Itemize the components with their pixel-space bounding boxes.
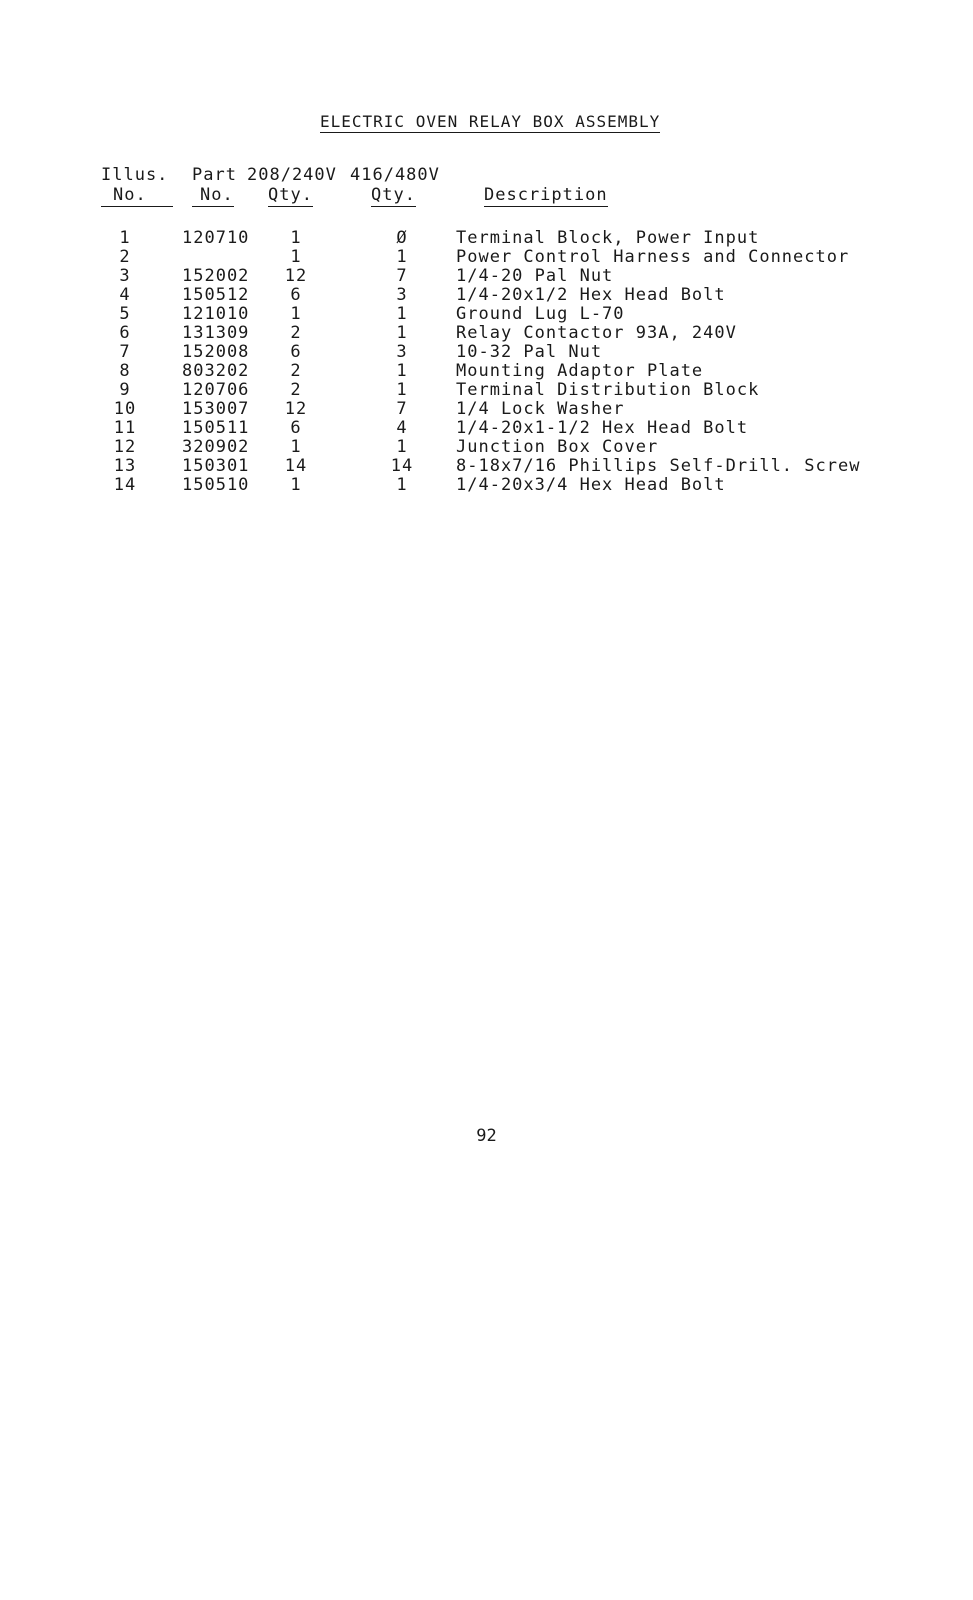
- table-row: 14 150510 1 1 1/4-20x3/4 Hex Head Bolt: [113, 475, 726, 495]
- table-row: 4 150512 6 3 1/4-20x1/2 Hex Head Bolt: [119, 285, 726, 305]
- qty-416-header-top: 416/480V: [350, 165, 440, 185]
- qty-208-header-bottom: Qty.: [268, 185, 313, 205]
- table-row: 2 1 1 Power Control Harness and Connector: [119, 247, 850, 267]
- page-title: ELECTRIC OVEN RELAY BOX ASSEMBLY: [320, 112, 661, 131]
- page-number: 92: [476, 1126, 497, 1146]
- table-row: 12 320902 1 1 Junction Box Cover: [113, 437, 659, 457]
- table-row: 6 131309 2 1 Relay Contactor 93A, 240V: [119, 323, 737, 343]
- table-row: 13 150301 14 14 8-18x7/16 Phillips Self-Drill. Screw: [113, 456, 861, 476]
- table-row: 10 153007 12 7 1/4 Lock Washer: [113, 399, 625, 419]
- part-header-bottom: No.: [192, 185, 234, 205]
- table-row: 3 152002 12 7 1/4-20 Pal Nut: [119, 266, 614, 286]
- part-header-top: Part: [192, 165, 237, 185]
- description-header: Description: [484, 185, 608, 205]
- table-row: 7 152008 6 3 10-32 Pal Nut: [119, 342, 603, 362]
- table-row: 1 120710 1 Ø Terminal Block, Power Input: [119, 228, 760, 248]
- qty-208-header-top: 208/240V: [247, 165, 337, 185]
- table-row: 8 803202 2 1 Mounting Adaptor Plate: [119, 361, 704, 381]
- table-row: 9 120706 2 1 Terminal Distribution Block: [119, 380, 760, 400]
- illus-header-top: Illus.: [101, 165, 169, 185]
- illus-header-bottom: No.: [101, 185, 173, 205]
- parts-table: [0, 228, 973, 494]
- qty-416-header-bottom: Qty.: [371, 185, 416, 205]
- table-row: 11 150511 6 4 1/4-20x1-1/2 Hex Head Bolt: [113, 418, 749, 438]
- table-row: 5 121010 1 1 Ground Lug L-70: [119, 304, 625, 324]
